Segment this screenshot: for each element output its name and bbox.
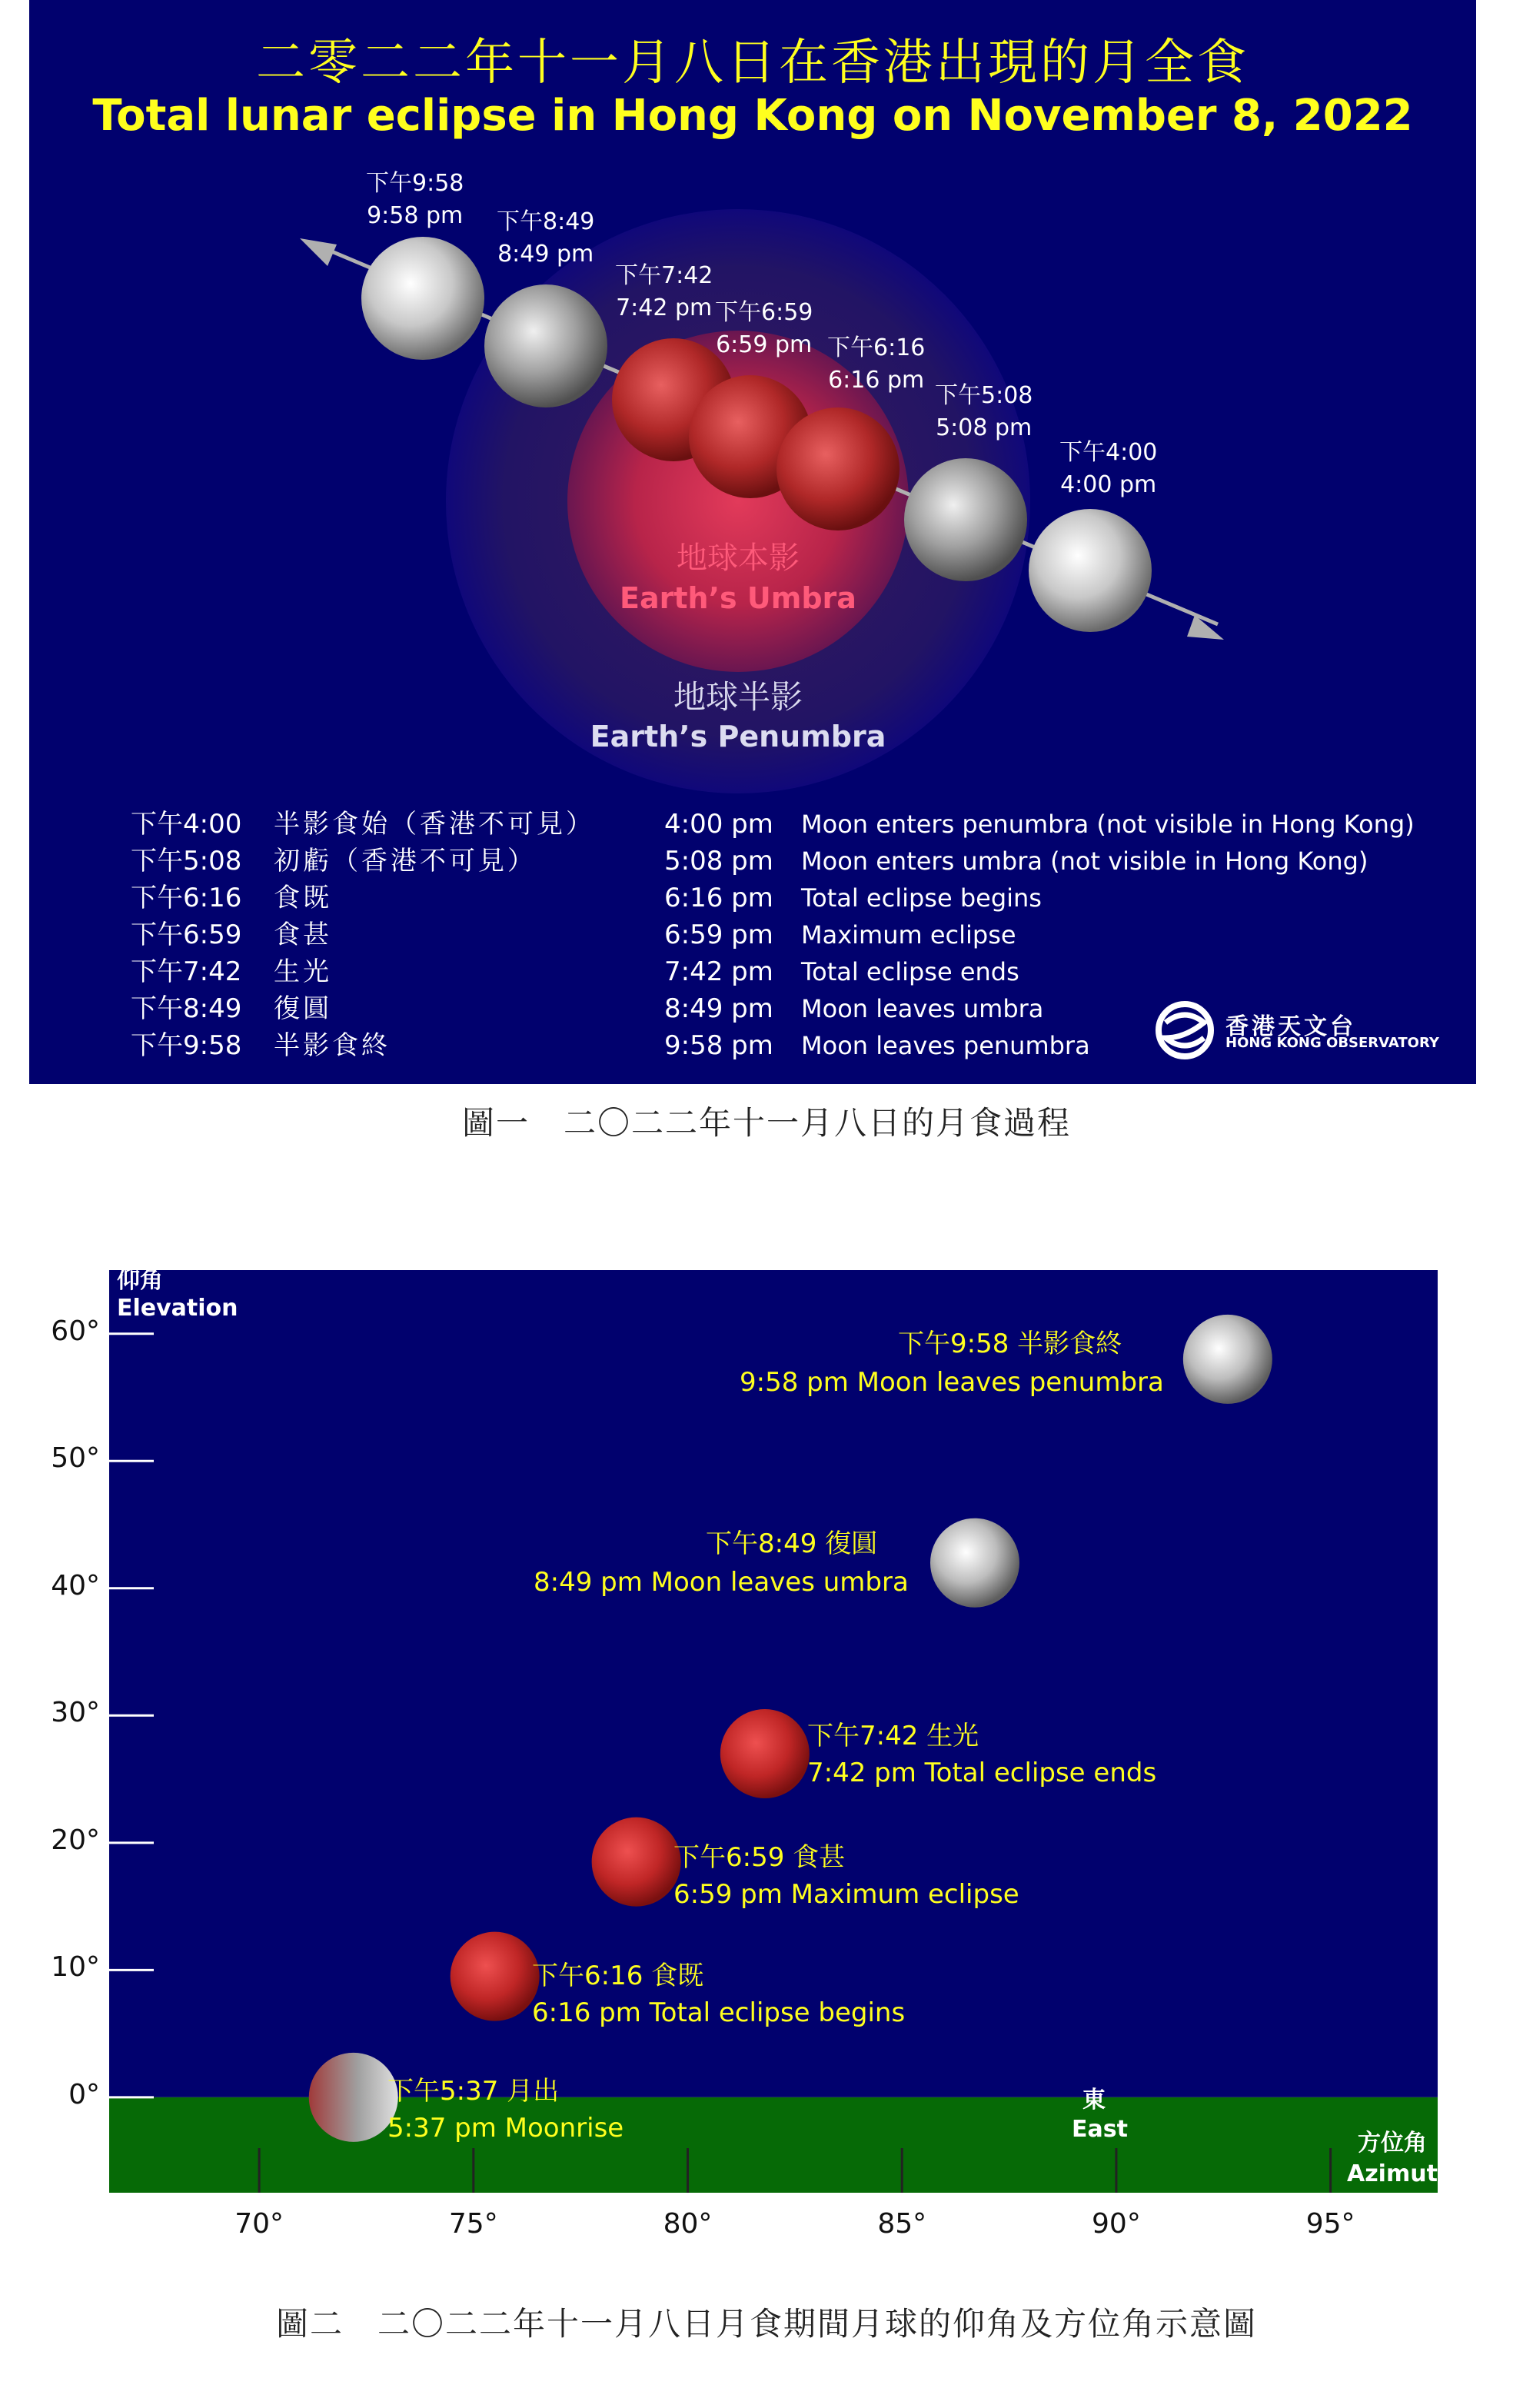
legend-en-time: 7:42 pm <box>664 956 773 987</box>
y-tick-label: 20° <box>51 1824 100 1856</box>
moon-time-en: 4:00 pm <box>1060 471 1157 498</box>
legend-zh-time: 下午9:58 <box>131 1030 242 1061</box>
legend-zh-event: 復圓 <box>274 993 332 1024</box>
x-tick-label: 95° <box>1305 2208 1355 2240</box>
moon-point <box>930 1518 1019 1608</box>
hko-logo <box>1150 999 1458 1061</box>
legend-zh-events <box>274 806 595 1064</box>
legend-en-time: 6:16 pm <box>664 883 773 913</box>
legend-zh-time: 下午6:59 <box>131 920 242 950</box>
moon-time-en: 9:58 pm <box>367 202 464 229</box>
legend-zh-event: 初虧（香港不可見） <box>274 846 537 876</box>
figure1-title-zh: 二零二二年十一月八日在香港出現的月全食 <box>256 35 1249 91</box>
x-tick-label: 75° <box>448 2208 498 2240</box>
legend-en-event: Moon enters umbra (not visible in Hong Kong) <box>801 846 1368 876</box>
moon-time-en: 8:49 pm <box>497 241 594 268</box>
y-tick-label: 60° <box>51 1315 100 1347</box>
legend-en-event: Total eclipse ends <box>801 957 1019 986</box>
point-label-en: 8:49 pm Moon leaves umbra <box>534 1567 909 1598</box>
figure1-title-en: Total lunar eclipse in Hong Kong on November 8, 2022 <box>92 91 1413 141</box>
ylabel-zh: 仰角 <box>117 1267 163 1294</box>
hko-logo-icon <box>1150 999 1219 1061</box>
y-tick-label: 50° <box>51 1442 100 1475</box>
y-tick-label: 30° <box>51 1697 100 1729</box>
moon-time-zh: 下午6:16 <box>827 334 926 361</box>
legend-en-time: 6:59 pm <box>664 920 773 950</box>
moon-2049 <box>484 284 607 407</box>
hko-logo-en: HONG KONG OBSERVATORY <box>1225 1035 1439 1051</box>
legend-zh-time: 下午7:42 <box>131 956 242 987</box>
legend-en-time: 8:49 pm <box>664 993 773 1024</box>
legend-en-times <box>664 806 773 1064</box>
legend-en-time: 9:58 pm <box>664 1030 773 1061</box>
moon-1708 <box>904 458 1027 581</box>
moon-time-label <box>827 332 925 397</box>
point-label-en: 6:16 pm Total eclipse begins <box>532 1997 906 2028</box>
legend-zh-event: 食甚 <box>274 920 332 950</box>
moon-time-label <box>497 206 594 271</box>
moon-time-en: 5:08 pm <box>936 414 1033 441</box>
legend-en-event: Moon leaves umbra <box>801 994 1044 1023</box>
arrow-head-left <box>300 238 337 266</box>
legend-en-event: Maximum eclipse <box>801 920 1016 950</box>
point-label-zh: 下午6:16 食既 <box>532 1961 704 1991</box>
y-tick-label: 40° <box>51 1569 100 1601</box>
moon-time-en: 6:16 pm <box>828 367 925 394</box>
moon-time-zh: 下午8:49 <box>497 208 595 235</box>
moon-point <box>720 1709 810 1798</box>
umbra-label-zh: 地球本影 <box>677 540 800 576</box>
moon-point <box>451 1932 540 2021</box>
point-label-zh: 下午8:49 復圓 <box>706 1528 878 1559</box>
moon-time-zh: 下午6:59 <box>715 299 813 326</box>
ylabel-en: Elevation <box>117 1295 238 1322</box>
legend-en-time: 4:00 pm <box>664 809 773 840</box>
penumbra-label-zh: 地球半影 <box>673 678 803 716</box>
moon-time-zh: 下午5:08 <box>935 382 1033 409</box>
figure1-caption: 圖一 二〇二二年十一月八日的月食過程 <box>461 1104 1071 1142</box>
moon-time-zh: 下午7:42 <box>615 262 713 289</box>
xlabel-en: Azimuth <box>1347 2160 1455 2187</box>
moon-2158 <box>361 237 484 360</box>
legend-zh-event: 生光 <box>274 956 332 987</box>
x-tick-label: 80° <box>663 2208 713 2240</box>
legend-zh-event: 半影食終 <box>274 1030 391 1061</box>
figure2-caption: 圖二 二〇二二年十一月八日月食期間月球的仰角及方位角示意圖 <box>275 2305 1257 2343</box>
point-label-en: 7:42 pm Total eclipse ends <box>807 1758 1157 1788</box>
legend-zh-event: 食既 <box>274 883 332 913</box>
x-tick-label: 70° <box>234 2208 284 2240</box>
east-label-en: East <box>1072 2116 1128 2143</box>
umbra-label-en: Earth’s Umbra <box>620 581 856 615</box>
moon-1816 <box>776 407 900 530</box>
point-label-zh: 下午9:58 半影食終 <box>898 1329 1122 1359</box>
moon-time-en: 7:42 pm <box>616 294 713 321</box>
point-label-zh: 下午7:42 生光 <box>807 1721 979 1751</box>
hko-logo-zh: 香港天文台 <box>1225 1013 1356 1040</box>
penumbra-label-en: Earth’s Penumbra <box>590 720 886 753</box>
legend-en-time: 5:08 pm <box>664 846 773 876</box>
moon-time-label <box>935 380 1033 444</box>
x-tick-label: 90° <box>1092 2208 1141 2240</box>
legend-en-event: Moon enters penumbra (not visible in Hong Kong) <box>801 810 1415 839</box>
legend-zh-time: 下午4:00 <box>131 809 242 840</box>
moon-time-label <box>715 297 813 361</box>
moon-time-zh: 下午9:58 <box>366 170 464 197</box>
legend-zh-time: 下午6:16 <box>131 883 242 913</box>
y-tick-label: 10° <box>51 1951 100 1984</box>
moon-time-zh: 下午4:00 <box>1059 439 1158 466</box>
ground-area <box>109 2097 1438 2193</box>
legend-en-event: Total eclipse begins <box>801 883 1042 913</box>
legend-zh-event: 半影食始（香港不可見） <box>274 809 595 840</box>
moon-time-en: 6:59 pm <box>716 331 813 358</box>
legend-en-event: Moon leaves penumbra <box>801 1031 1090 1060</box>
moon-point <box>309 2053 398 2142</box>
elevation-azimuth-chart <box>0 1261 1533 2260</box>
moon-time-label <box>1059 437 1157 501</box>
eclipse-process-diagram <box>29 0 1476 1084</box>
moon-point <box>1183 1315 1272 1404</box>
moon-point <box>592 1818 681 1907</box>
point-label-zh: 下午5:37 月出 <box>387 2076 560 2107</box>
legend-zh-time: 下午8:49 <box>131 993 242 1024</box>
legend-zh-time: 下午5:08 <box>131 846 242 876</box>
moon-time-label <box>366 168 464 232</box>
y-tick-label: 0° <box>68 2078 100 2110</box>
east-label-zh: 東 <box>1082 2087 1106 2114</box>
moon-time-label <box>615 260 713 324</box>
point-label-en: 5:37 pm Moonrise <box>387 2113 624 2144</box>
x-tick-label: 85° <box>877 2208 927 2240</box>
legend-zh-times <box>131 806 241 1064</box>
xlabel-zh: 方位角 <box>1358 2130 1427 2157</box>
chart-plot <box>0 1261 1533 2260</box>
point-label-zh: 下午6:59 食甚 <box>673 1842 846 1873</box>
point-label-en: 9:58 pm Moon leaves penumbra <box>740 1367 1164 1398</box>
moon-1600 <box>1029 509 1152 632</box>
point-label-en: 6:59 pm Maximum eclipse <box>673 1879 1019 1910</box>
